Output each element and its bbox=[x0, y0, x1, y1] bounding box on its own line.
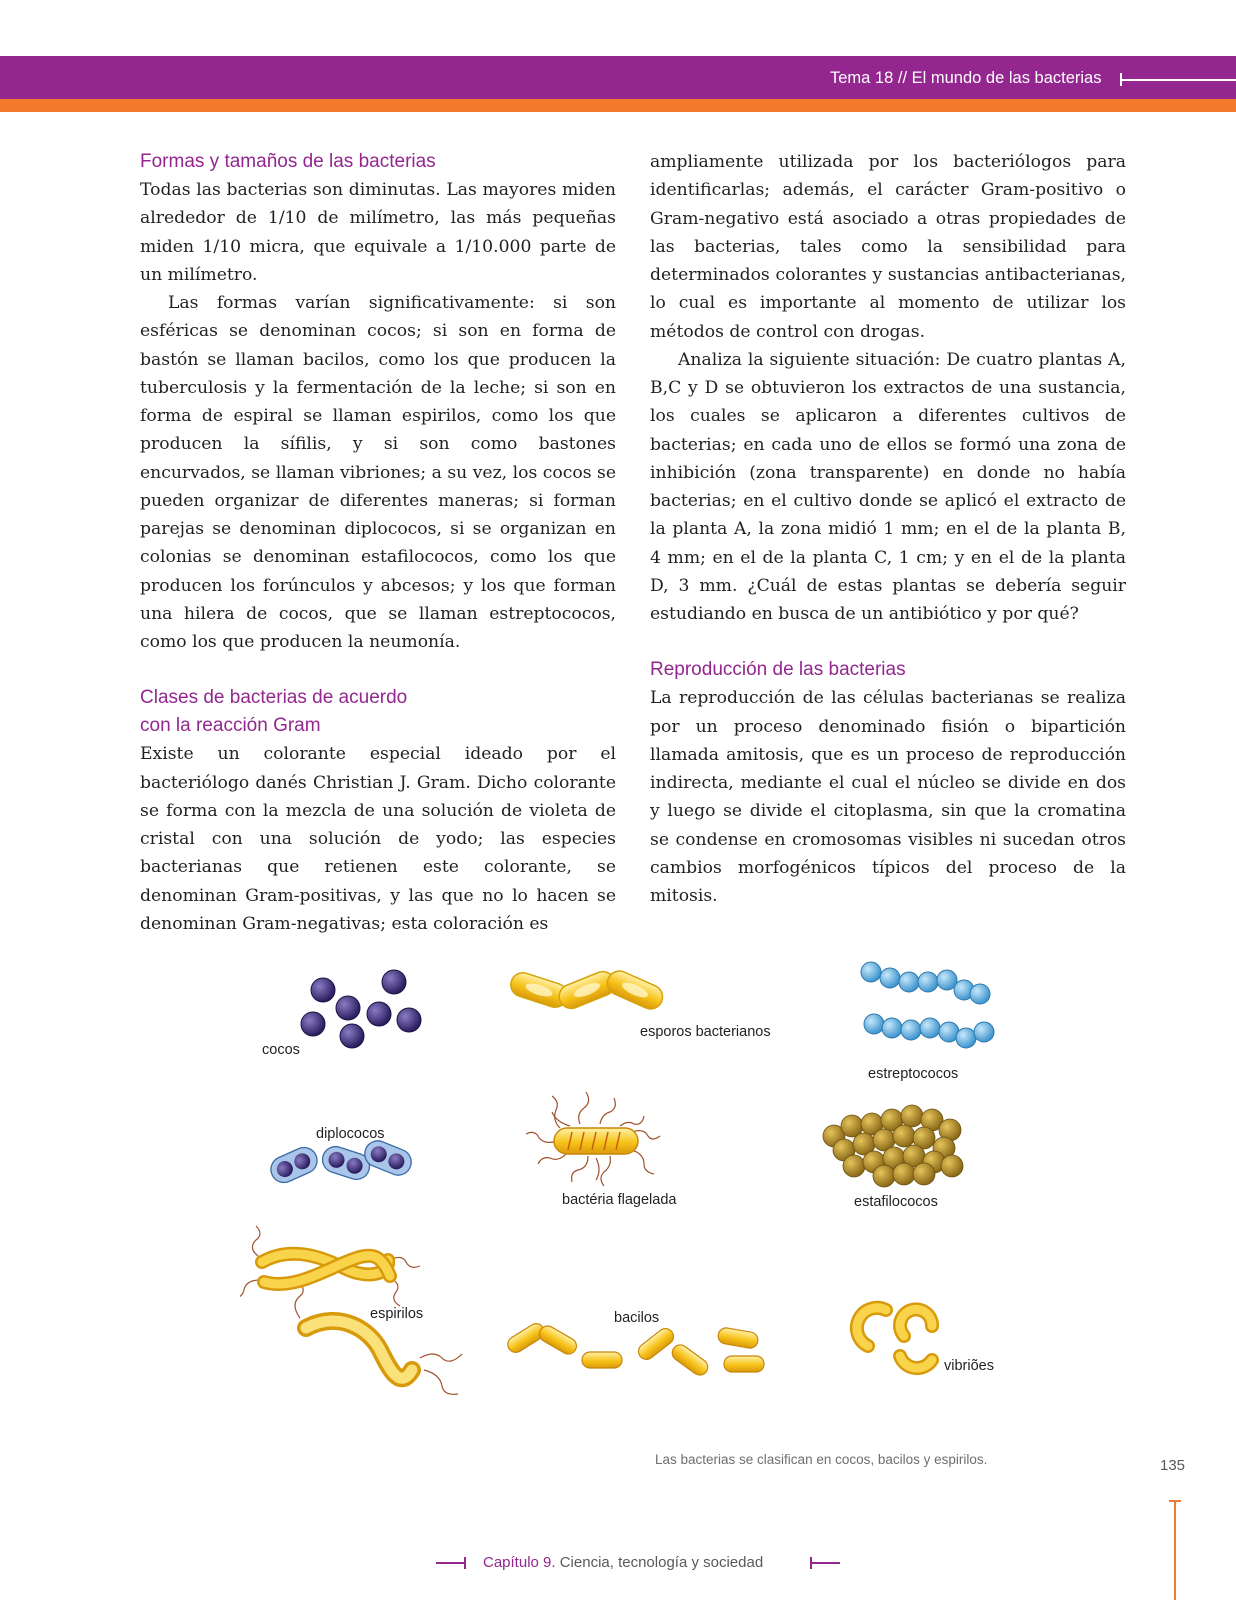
paragraph-forms-intro: Todas las bacterias son diminutas. Las mayores miden alrededor de 1/10 de milímetro, las más pequeñas miden 1/10 micra, que equivale a 1/10.000 parte de un milímetro. bbox=[140, 180, 616, 285]
footer-rule-right bbox=[810, 1562, 840, 1564]
cocos-group bbox=[301, 970, 421, 1048]
estafilococos-group bbox=[823, 1105, 963, 1187]
paragraph-forms-shapes: Las formas varían significativamente: si son esféricas se denominan cocos; si son en forma de bastón se llaman bacilos, como los que producen la tuberculosis y la fermentación de la leche; si son en forma de espiral se llaman espirilos, como los que producen la sífilis, y si son como bastones encurvados, se llaman vibriones; a su vez, los cocos se pueden organizar de diferentes maneras; si forman parejas se denominan diplococos, si se organizan en colonias se denominan estafilococos, como los que producen los forúnculos y abcesos; y los que forman una hilera de cocos, que se llaman estreptococos, como los que producen la neumonía. bbox=[140, 293, 616, 652]
header-title: Tema 18 // El mundo de las bacterias bbox=[830, 69, 1102, 87]
figure-caption: Las bacterias se clasifican en cocos, bacilos y espirilos. bbox=[655, 1452, 988, 1467]
bacilos-group bbox=[505, 1321, 764, 1379]
paragraph-situation: Analiza la siguiente situación: De cuatro plantas A, B,C y D se obtuvieron los extractos de una sustancia, los cuales se aplicaron a diferentes cultivos de bacterias; en cada uno de ellos se formó una zona de inhibición (zona transparente) en donde no había bacterias; en el cultivo donde se aplicó el extracto de la planta A, la zona midió 1 mm; en el de la planta B, 4 mm; en el de la planta C, 1 cm; y en el de la planta D, 3 mm. ¿Cuál de estas plantas se debería seguir estudiando en busca de un antibiótico y por qué? bbox=[650, 349, 1126, 624]
label-estreptococos: estreptococos bbox=[868, 1066, 959, 1082]
footer bbox=[0, 1551, 1236, 1575]
heading-gram-line2: con la reacción Gram bbox=[140, 715, 321, 737]
flagelada-group bbox=[526, 1092, 660, 1186]
footer-rule-left bbox=[436, 1562, 466, 1564]
label-esporos: esporos bacterianos bbox=[640, 1024, 771, 1040]
header-rule bbox=[1120, 79, 1236, 81]
right-column bbox=[650, 148, 1126, 910]
bacteria-illustration bbox=[240, 960, 1020, 1420]
left-column bbox=[140, 148, 616, 938]
footer-title: Ciencia, tecnología y sociedad bbox=[559, 1554, 764, 1571]
footer-chapter: Capítulo 9. bbox=[483, 1554, 556, 1571]
label-espirilos: espirilos bbox=[370, 1306, 424, 1322]
label-vibriones: vibriões bbox=[944, 1358, 994, 1374]
page-rule bbox=[1174, 1500, 1176, 1600]
paragraph-reproduction: La reproducción de las células bacterianas se realiza por un proceso denominado fisión o bipartición llamada amitosis, que es un proceso de reproducción indirecta, mediante el cual el núcleo se divide en dos y luego se divide el citoplasma, sin que la cromatina se condense en cromosomas visibles ni sucedan otros cambios morfogénicos típicos del proceso de la mitosis. bbox=[650, 688, 1126, 906]
paragraph-gram-continued: ampliamente utilizada por los bacteriólogos para identificarlas; además, el carácter Gram-positivo o Gram-negativo está asociado a otras propiedades de las bacterias, tales como la sensibilidad para determinados colorantes y sustancias antibacterianas, lo cual es importante al momento de utilizar los métodos de control con drogas. bbox=[650, 152, 1126, 342]
label-flagelada: bactéria flagelada bbox=[562, 1192, 677, 1208]
page-number: 135 bbox=[1160, 1457, 1186, 1474]
heading-reproduction: Reproducción de las bacterias bbox=[650, 659, 906, 681]
espirilos-group bbox=[240, 1226, 462, 1394]
heading-gram-line1: Clases de bacterias de acuerdo bbox=[140, 687, 408, 709]
heading-forms: Formas y tamaños de las bacterias bbox=[140, 151, 436, 172]
label-cocos: cocos bbox=[262, 1042, 300, 1058]
label-diplococos: diplococos bbox=[316, 1126, 385, 1142]
estreptococos-group bbox=[861, 962, 994, 1048]
label-estafilococos: estafilococos bbox=[854, 1194, 938, 1210]
footer-text bbox=[483, 1551, 763, 1575]
diplococos-group bbox=[267, 1137, 415, 1187]
esporos-group bbox=[508, 967, 667, 1013]
label-bacilos: bacilos bbox=[614, 1310, 660, 1326]
paragraph-gram: Existe un colorante especial ideado por el bacteriólogo danés Christian J. Gram. Dicho colorante se forma con la mezcla de una solución de violeta de cristal con una solución de yodo; las especies bacterianas que retienen este colorante, se denominan Gram-positivas, y las que no lo hacen se denominan Gram-negativas; esta coloración es bbox=[140, 744, 616, 934]
vibriones-group bbox=[857, 1308, 932, 1368]
footer-tick-left bbox=[464, 1557, 466, 1569]
header-accent-bar bbox=[0, 99, 1236, 112]
bacteria-drawing bbox=[240, 960, 1020, 1420]
